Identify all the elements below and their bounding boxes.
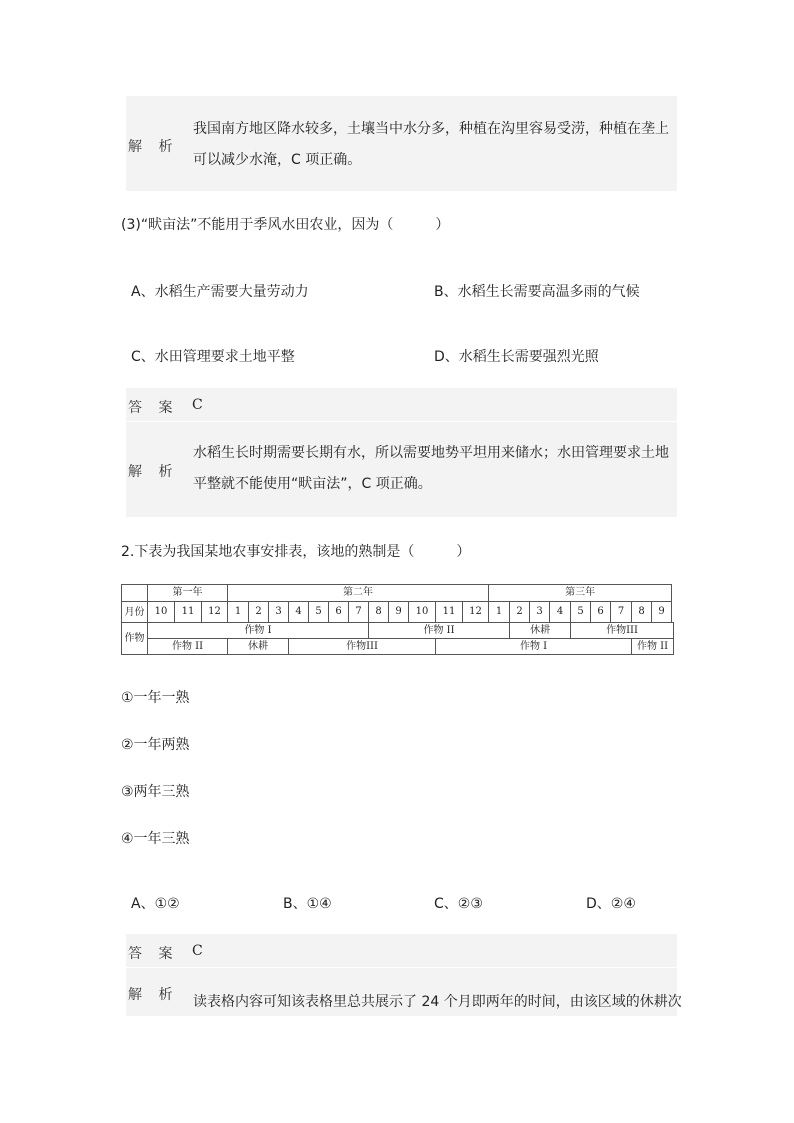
q2-option-b[interactable]: B、①④ (283, 896, 332, 912)
month-cell: 7 (349, 602, 369, 623)
farming-schedule-table (121, 584, 674, 655)
crop-header: 作物 (122, 623, 148, 655)
crop-cell: 休耕 (228, 639, 289, 655)
q1-analysis-text: 我国南方地区降水较多，土壤当中水分多，种植在沟里容易受涝，种植在垄上可以减少水淹，C 项正确。 (193, 121, 669, 168)
month-cell: 10 (409, 602, 436, 623)
crop-cell: 作物 II (148, 639, 228, 655)
q3-option-c[interactable]: C、水田管理要求土地平整 (131, 349, 295, 365)
table-row-crops-1 (122, 623, 674, 639)
month-cell: 2 (249, 602, 269, 623)
month-cell: 6 (329, 602, 349, 623)
crop-cell: 作物 I (148, 623, 369, 639)
table-row-years (122, 585, 674, 602)
month-cell: 1 (228, 602, 249, 623)
q3-answer-value: C (192, 397, 203, 413)
q2-analysis-text: 读表格内容可知该表格里总共展示了 24 个月即两年的时间，由该区域的休耕次 (193, 994, 682, 1010)
month-cell: 5 (571, 602, 591, 623)
q3-answer-label: 答 案 (128, 400, 179, 416)
month-cell: 4 (550, 602, 571, 623)
table-row-months (122, 602, 674, 623)
month-cell: 3 (530, 602, 550, 623)
q2-item-1: ①一年一熟 (121, 690, 190, 706)
q3-option-b[interactable]: B、水稻生长需要高温多雨的气候 (434, 284, 640, 300)
month-cell: 3 (269, 602, 289, 623)
table-row-crops-2 (122, 639, 674, 655)
q3-analysis-label: 解 析 (128, 464, 179, 480)
q2-item-2: ②一年两熟 (121, 737, 190, 753)
table-corner (122, 585, 148, 602)
month-cell: 9 (652, 602, 672, 623)
q2-stem: 2.下表为我国某地农事安排表，该地的熟制是（ ） (121, 544, 471, 560)
month-cell: 12 (463, 602, 489, 623)
q2-item-4: ④一年三熟 (121, 831, 190, 847)
month-cell: 10 (148, 602, 175, 623)
month-header: 月份 (122, 602, 148, 623)
crop-cell: 作物III (571, 623, 674, 639)
q3-answer-box (126, 388, 677, 421)
month-cell: 7 (611, 602, 632, 623)
q2-option-a[interactable]: A、①② (131, 896, 180, 912)
month-cell: 11 (436, 602, 463, 623)
q2-answer-value: C (192, 943, 203, 959)
month-cell: 12 (202, 602, 228, 623)
month-cell: 9 (389, 602, 409, 623)
month-cell: 8 (369, 602, 389, 623)
month-cell: 6 (591, 602, 611, 623)
crop-cell: 作物 I (436, 639, 632, 655)
q2-answer-box (126, 934, 677, 967)
q2-item-3: ③两年三熟 (121, 784, 190, 800)
crop-cell: 作物 II (369, 623, 510, 639)
q2-option-c[interactable]: C、②③ (434, 896, 483, 912)
month-cell: 4 (289, 602, 309, 623)
q3-stem: (3)“畎亩法”不能用于季风水田农业，因为（ ） (121, 217, 450, 233)
q2-analysis-label: 解 析 (128, 987, 179, 1003)
q3-option-a[interactable]: A、水稻生产需要大量劳动力 (131, 284, 309, 300)
year-header: 第二年 (228, 585, 489, 602)
month-cell: 5 (309, 602, 329, 623)
q1-analysis-label: 解 析 (128, 139, 179, 155)
month-cell: 11 (175, 602, 202, 623)
q2-option-d[interactable]: D、②④ (586, 896, 636, 912)
crop-cell: 休耕 (510, 623, 571, 639)
year-header: 第一年 (148, 585, 228, 602)
month-cell: 1 (489, 602, 510, 623)
month-cell: 2 (510, 602, 530, 623)
year-header: 第三年 (489, 585, 672, 602)
crop-cell: 作物 II (632, 639, 674, 655)
month-cell: 8 (632, 602, 652, 623)
q2-answer-label: 答 案 (128, 946, 179, 962)
q3-option-d[interactable]: D、水稻生长需要强烈光照 (434, 349, 599, 365)
q3-analysis-text: 水稻生长时期需要长期有水，所以需要地势平坦用来储水；水田管理要求土地平整就不能使用“畎亩法”，C 项正确。 (193, 445, 669, 492)
crop-cell: 作物III (289, 639, 436, 655)
